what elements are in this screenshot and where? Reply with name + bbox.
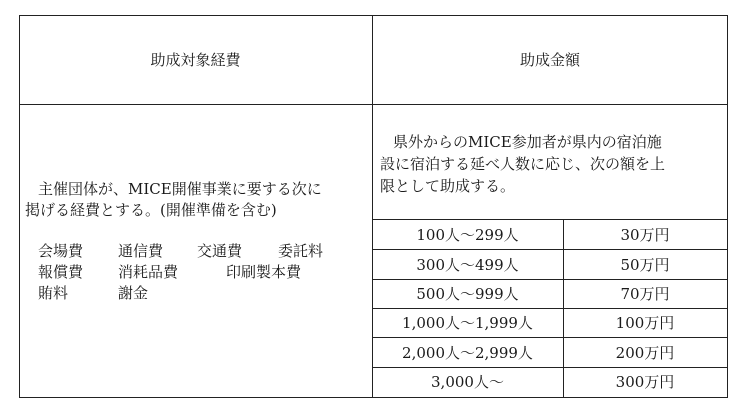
table-border-right — [727, 15, 728, 398]
expense-item: 印刷製本費 — [226, 263, 302, 281]
table-border-left — [19, 15, 20, 398]
tier-row-line — [372, 219, 728, 220]
tier-range: 500人～999人 — [416, 285, 519, 303]
header-eligible-expenses: 助成対象経費 — [150, 51, 241, 69]
table-border-top — [19, 15, 728, 16]
expense-item: 会場費 — [38, 242, 84, 260]
header-subsidy-amount: 助成金額 — [519, 51, 580, 69]
tier-row-line — [372, 367, 728, 368]
tier-amount: 50万円 — [620, 256, 670, 274]
description-line: 限として助成する。 — [380, 177, 516, 195]
tier-amount: 70万円 — [620, 285, 670, 303]
column-divider — [372, 15, 373, 398]
expense-item: 通信費 — [118, 242, 164, 260]
intro-line: 主催団体が、MICE開催事業に要する次に — [38, 180, 322, 198]
expense-item: 賄料 — [38, 284, 69, 302]
tier-range: 1,000人～1,999人 — [402, 314, 533, 332]
tier-row-line — [372, 279, 728, 280]
expense-item: 交通費 — [197, 242, 243, 260]
tier-range: 100人～299人 — [416, 226, 519, 244]
tier-amount: 100万円 — [615, 314, 675, 332]
header-divider — [19, 104, 728, 105]
tier-row-line — [372, 249, 728, 250]
intro-line: 掲げる経費とする。(開催準備を含む) — [25, 201, 277, 219]
expense-item: 消耗品費 — [118, 263, 179, 281]
description-line: 県外からのMICE参加者が県内の宿泊施 — [393, 133, 662, 151]
tier-row-line — [372, 308, 728, 309]
expense-item: 謝金 — [118, 284, 149, 302]
tier-amount: 30万円 — [620, 226, 670, 244]
tier-amount: 200万円 — [615, 344, 675, 362]
description-line: 設に宿泊する延べ人数に応じ、次の額を上 — [380, 155, 666, 173]
tier-range: 2,000人～2,999人 — [402, 344, 533, 362]
tier-amount: 300万円 — [615, 373, 675, 391]
tier-row-line — [372, 337, 728, 338]
expense-item: 委託料 — [278, 242, 324, 260]
tier-range: 300人～499人 — [416, 256, 519, 274]
expense-item: 報償費 — [38, 263, 84, 281]
tier-range: 3,000人～ — [431, 373, 504, 391]
table-border-bottom — [19, 397, 728, 398]
